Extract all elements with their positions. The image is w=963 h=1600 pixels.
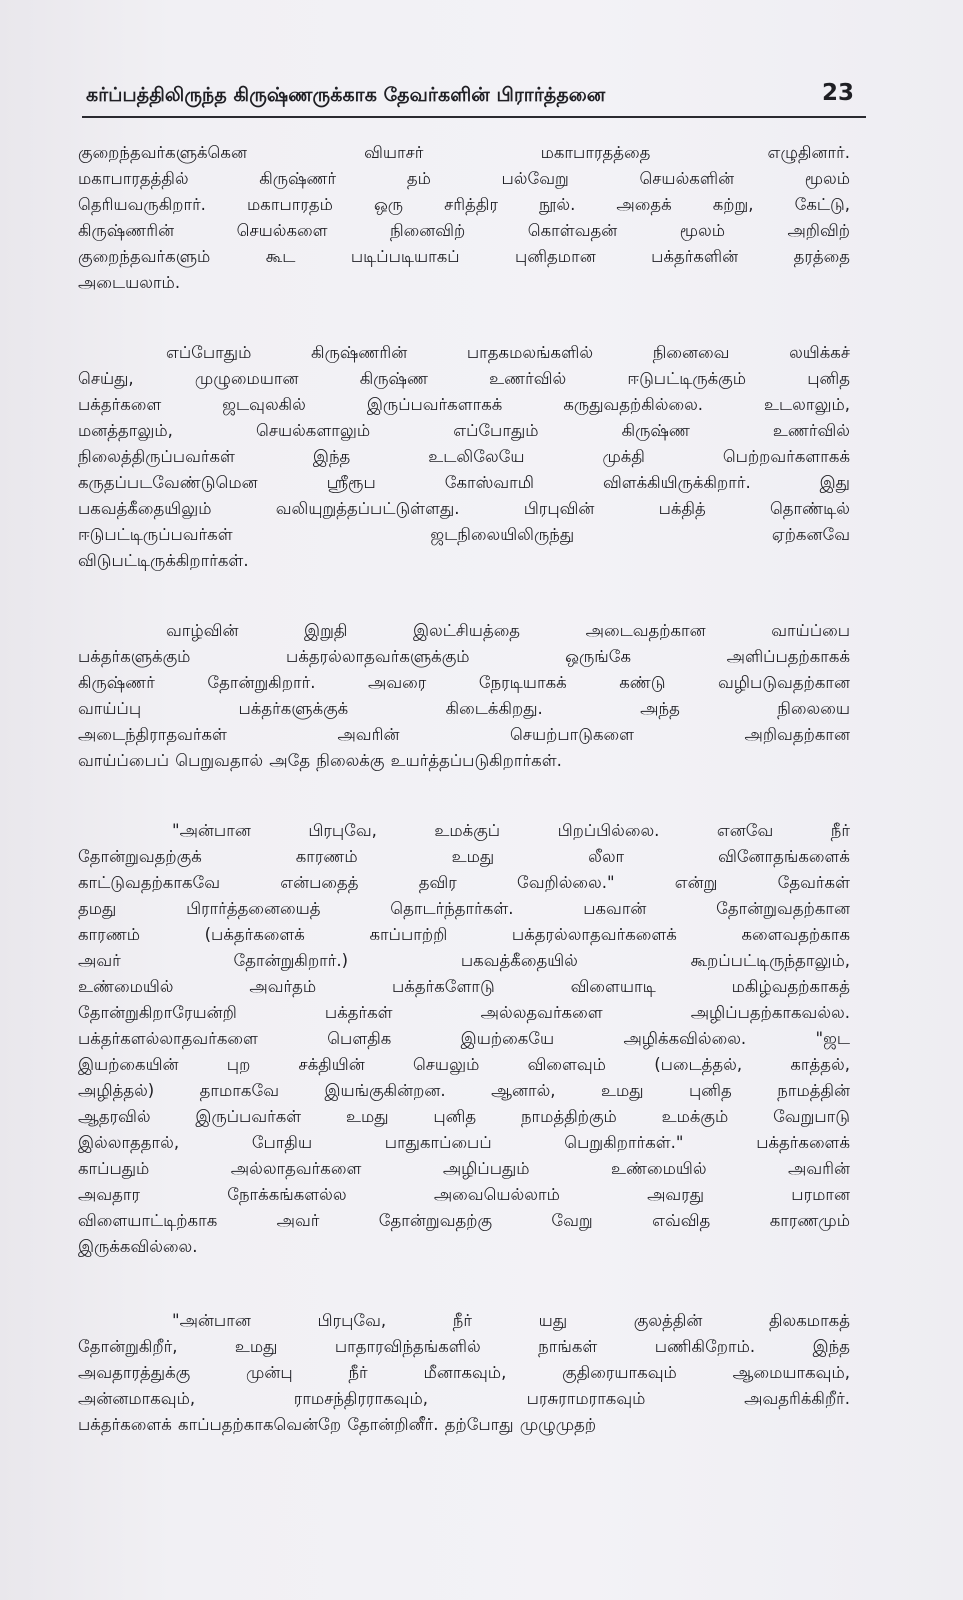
text-line: பக்தர்களை ஜடவுலகில் இருப்பவர்களாகக் கருதுவதற்கில்லை. உடலாலும், bbox=[78, 395, 850, 414]
text-line: அழித்தல்) தாமாகவே இயங்குகின்றன. ஆனால், உமது புனித நாமத்தின் bbox=[78, 1081, 850, 1100]
text-line: காரணம் (பக்தர்களைக் காப்பாற்றி பக்தரல்லாதவர்களைக் களைவதற்காக bbox=[78, 925, 850, 944]
running-header bbox=[86, 80, 868, 114]
text-line: குறைந்தவர்களும் கூட படிப்படியாகப் புனிதமான பக்தர்களின் தரத்தை bbox=[78, 247, 850, 266]
text-line: விளையாட்டிற்காக அவர் தோன்றுவதற்கு வேறு எவ்வித காரணமும் bbox=[78, 1211, 850, 1230]
text-line: பக்தர்களல்லாதவர்களை பௌதிக இயற்கையே அழிக்கவில்லை. "ஜட bbox=[78, 1029, 850, 1048]
text-line: உண்மையில் அவர்தம் பக்தர்களோடு விளையாடி மகிழ்வதற்காகத் bbox=[78, 977, 850, 996]
body-text bbox=[78, 140, 850, 1438]
text-line: "அன்பான பிரபுவே, உமக்குப் பிறப்பில்லை. எனவே நீர் bbox=[172, 821, 850, 840]
text-line: மனத்தாலும், செயல்களாலும் எப்போதும் கிருஷ்ண உணர்வில் bbox=[78, 421, 850, 440]
text-line: குறைந்தவர்களுக்கென வியாசர் மகாபாரதத்தை எழுதினார். bbox=[78, 143, 850, 162]
page-number: 23 bbox=[821, 80, 854, 106]
text-line: பக்தர்களைக் காப்பதற்காகவென்றே தோன்றினீர். தற்போது முழுமுதற் bbox=[78, 1415, 597, 1434]
text-line: வாய்ப்பு பக்தர்களுக்குக் கிடைக்கிறது. அந்த நிலையை bbox=[78, 699, 850, 718]
text-line: வாழ்வின் இறுதி இலட்சியத்தை அடைவதற்கான வாய்ப்பை bbox=[166, 621, 850, 640]
text-line: அவதார நோக்கங்களல்ல அவையெல்லாம் அவரது பரமான bbox=[78, 1185, 850, 1204]
text-line: பக்தர்களுக்கும் பக்தரல்லாதவர்களுக்கும் ஒருங்கே அளிப்பதற்காகக் bbox=[78, 647, 850, 666]
text-line: கிருஷ்ணரின் செயல்களை நினைவிற் கொள்வதன் மூலம் அறிவிற் bbox=[78, 221, 850, 240]
text-line: தெரியவருகிறார். மகாபாரதம் ஒரு சரித்திர நூல். அதைக் கற்று, கேட்டு, bbox=[78, 195, 850, 214]
text-line: இயற்கையின் புற சக்தியின் செயலும் விளைவும் (படைத்தல், காத்தல், bbox=[78, 1055, 850, 1074]
text-line: காப்பதும் அல்லாதவர்களை அழிப்பதும் உண்மையில் அவரின் bbox=[78, 1159, 850, 1178]
paragraph-gap bbox=[78, 574, 850, 618]
text-line: அவர் தோன்றுகிறார்.) பகவத்கீதையில் கூறப்பட்டிருந்தாலும், bbox=[78, 951, 850, 970]
text-line: தோன்றுகிறாரேயன்றி பக்தர்கள் அல்லதவர்களை அழிப்பதற்காகவல்ல. bbox=[78, 1003, 850, 1022]
text-line: அடைந்திராதவர்கள் அவரின் செயற்பாடுகளை அறிவதற்கான bbox=[78, 725, 850, 744]
text-line: நிலைத்திருப்பவர்கள் இந்த உடலிலேயே முக்தி பெற்றவர்களாகக் bbox=[78, 447, 850, 466]
text-line: வாய்ப்பைப் பெறுவதால் அதே நிலைக்கு உயர்த்தப்படுகிறார்கள். bbox=[78, 751, 562, 770]
paragraph bbox=[78, 818, 850, 1260]
paragraph-gap bbox=[78, 296, 850, 340]
paragraph bbox=[78, 340, 850, 574]
paragraph bbox=[78, 618, 850, 774]
text-line: இல்லாததால், போதிய பாதுகாப்பைப் பெறுகிறார்கள்." பக்தர்களைக் bbox=[78, 1133, 850, 1152]
text-line: விடுபட்டிருக்கிறார்கள். bbox=[78, 551, 249, 570]
paragraph bbox=[78, 1308, 850, 1438]
text-line: எப்போதும் கிருஷ்ணரின் பாதகமலங்களில் நினைவை லயிக்கச் bbox=[166, 343, 850, 362]
text-line: தோன்றுகிறீர், உமது பாதாரவிந்தங்களில் நாங்கள் பணிகிறோம். இந்த bbox=[78, 1337, 850, 1356]
text-line: தோன்றுவதற்குக் காரணம் உமது லீலா வினோதங்களைக் bbox=[78, 847, 850, 866]
text-line: அன்னமாகவும், ராமசந்திரராகவும், பரசுராமராகவும் அவதரிக்கிறீர். bbox=[78, 1389, 850, 1408]
chapter-title: கர்ப்பத்திலிருந்த கிருஷ்ணருக்காக தேவர்களின் பிரார்த்தனை bbox=[86, 84, 606, 106]
text-line: காட்டுவதற்காகவே என்பதைத் தவிர வேறில்லை." என்று தேவர்கள் bbox=[78, 873, 850, 892]
paragraph-gap bbox=[78, 1260, 850, 1308]
text-line: தமது பிரார்த்தனையைத் தொடர்ந்தார்கள். பகவான் தோன்றுவதற்கான bbox=[78, 899, 850, 918]
text-line: ஆதரவில் இருப்பவர்கள் உமது புனித நாமத்திற்கும் உமக்கும் வேறுபாடு bbox=[78, 1107, 850, 1126]
text-line: பகவத்கீதையிலும் வலியுறுத்தப்பட்டுள்ளது. பிரபுவின் பக்தித் தொண்டில் bbox=[78, 499, 850, 518]
text-line: இருக்கவில்லை. bbox=[78, 1237, 198, 1256]
text-line: செய்து, முழுமையான கிருஷ்ண உணர்வில் ஈடுபட்டிருக்கும் புனித bbox=[78, 369, 850, 388]
paragraph bbox=[78, 140, 850, 296]
text-line: ஈடுபட்டிருப்பவர்கள் ஜடநிலையிலிருந்து ஏற்கனவே bbox=[78, 525, 850, 544]
text-line: அடையலாம். bbox=[78, 273, 181, 292]
text-line: "அன்பான பிரபுவே, நீர் யது குலத்தின் திலகமாகத் bbox=[172, 1311, 850, 1330]
text-line: அவதாரத்துக்கு முன்பு நீர் மீனாகவும், குதிரையாகவும் ஆமையாகவும், bbox=[78, 1363, 850, 1382]
text-line: கருதப்படவேண்டுமென ஸ்ரீரூப கோஸ்வாமி விளக்கியிருக்கிறார். இது bbox=[78, 473, 850, 492]
paragraph-gap bbox=[78, 774, 850, 818]
text-line: கிருஷ்ணர் தோன்றுகிறார். அவரை நேரடியாகக் கண்டு வழிபடுவதற்கான bbox=[78, 673, 850, 692]
text-line: மகாபாரதத்தில் கிருஷ்ணர் தம் பல்வேறு செயல்களின் மூலம் bbox=[78, 169, 850, 188]
header-rule bbox=[82, 116, 866, 118]
